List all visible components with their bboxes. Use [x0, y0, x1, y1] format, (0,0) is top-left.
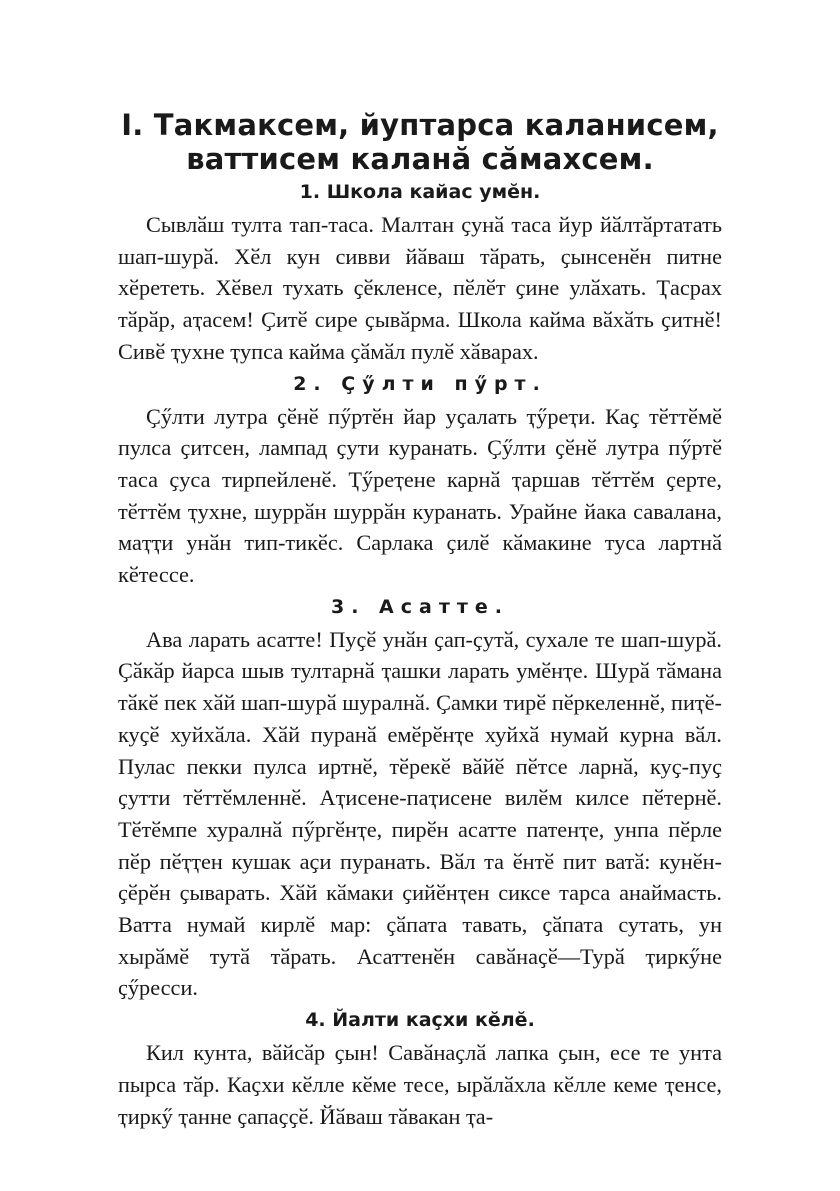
section-paragraph-3: Ава ларать асатте! Пуҫӗ унӑн ҫап-ҫутӑ, сухале те шап-шурӑ. Ҫӑкӑр йарса шыв тултарнӑ ҭашки ларать умӗнҭе. Шурӑ тӑмана тӑкӗ пек хӑй шап-шурӑ шуралнӑ. Ҫамки тирӗ пӗркеленнӗ, пиҭӗ-куҫӗ хуйхӑла. Хӑй пуранӑ емӗрӗнҭе хуйхӑ нумай курна вӑл. Пулас пекки пулса иртнӗ, тӗрекӗ вӑйӗ пӗтсе ларнӑ, куҫ-пуҫ ҫутти тӗттӗмленнӗ. Аҭисене-паҭисене вилӗм килсе пӗтернӗ. Тӗтӗмпе хуралнӑ пӳргӗнҭе, пирӗн асатте патенҭе, унпа пӗрле пӗр пӗҭҭен кушак аҫи пуранать. Вӑл та ӗнтӗ пит ватӑ: кунӗн-ҫӗрӗн ҫыварать. Хӑй кӑмаки ҫийӗнҭен сиксе тарса анаймасть. Ватта нумай кирлӗ мар: ҫӑпата тавать, ҫӑпата сутать, ун хырӑмӗ тутӑ тӑрать. Асаттенӗн савӑнаҫӗ—Турӑ ҭиркӳне ҫӳресси. [118, 626, 722, 1001]
section-paragraph-4: Кил кунта, вӑйсӑр ҫын! Савӑнаҫлӑ лапка ҫын, есе те унта пырса тӑр. Каҫхи кӗлле кӗме тесе, ырӑлӑхла кӗлле кеме ҭенсе, ҭиркӳ ҭанне ҫапаҫҫӗ. Йӑваш тӑвакан ҭа- [118, 1040, 722, 1129]
section-heading-2: 2. Ҫӳлти пӳрт. [293, 372, 547, 395]
section-heading-3: 3. Асатте. [331, 595, 509, 618]
section-paragraph-1: Сывлӑш тулта тап-таса. Малтан ҫунӑ таса йур йӑлтӑртатать шап-шурӑ. Хӗл кун сивви йӑваш тӑрать, ҫынсенӗн питне хӗрететь. Хӗвел тухать ҫӗкленсе, пӗлӗт ҫине улӑхать. Ҭасрах тӑрӑр, аҭасем! Ҫитӗ сире ҫывӑрма. Школа кайма вӑхӑть ҫитнӗ! Сивӗ ҭухне ҭупса кайма ҫӑмӑл пулӗ хӑварах. [118, 212, 722, 364]
chapter-title-line1: I. Такмаксем, йуптарса каланисем, [121, 108, 719, 142]
section-heading-4: 4. Йалти каҫхи кӗлӗ. [305, 1009, 535, 1032]
section-heading-1: 1. Школа кайас умӗн. [299, 181, 541, 203]
chapter-title-line2: ваттисем каланӑ сӑмахсем. [186, 142, 654, 176]
section-paragraph-2: Ҫӳлти лутра ҫӗнӗ пӳртӗн йар уҫалать ҭӳреҭи. Каҫ тӗттӗмӗ пулса ҫитсен, лампад ҫути куранать. Ҫӳлти ҫӗнӗ лутра пӳртӗ таса ҫуса тирпейленӗ. Ҭӳреҭене карнӑ ҭаршав тӗттӗм ҫерте, тӗттӗм ҭухне, шуррӑн шуррӑн куранать. Урайне йака савалана, маҭҭи унӑн тип-тикӗс. Сарлака ҫилӗ кӑмакине туса лартнӑ кӗтессе. [118, 403, 722, 588]
chapter-title [118, 108, 722, 176]
